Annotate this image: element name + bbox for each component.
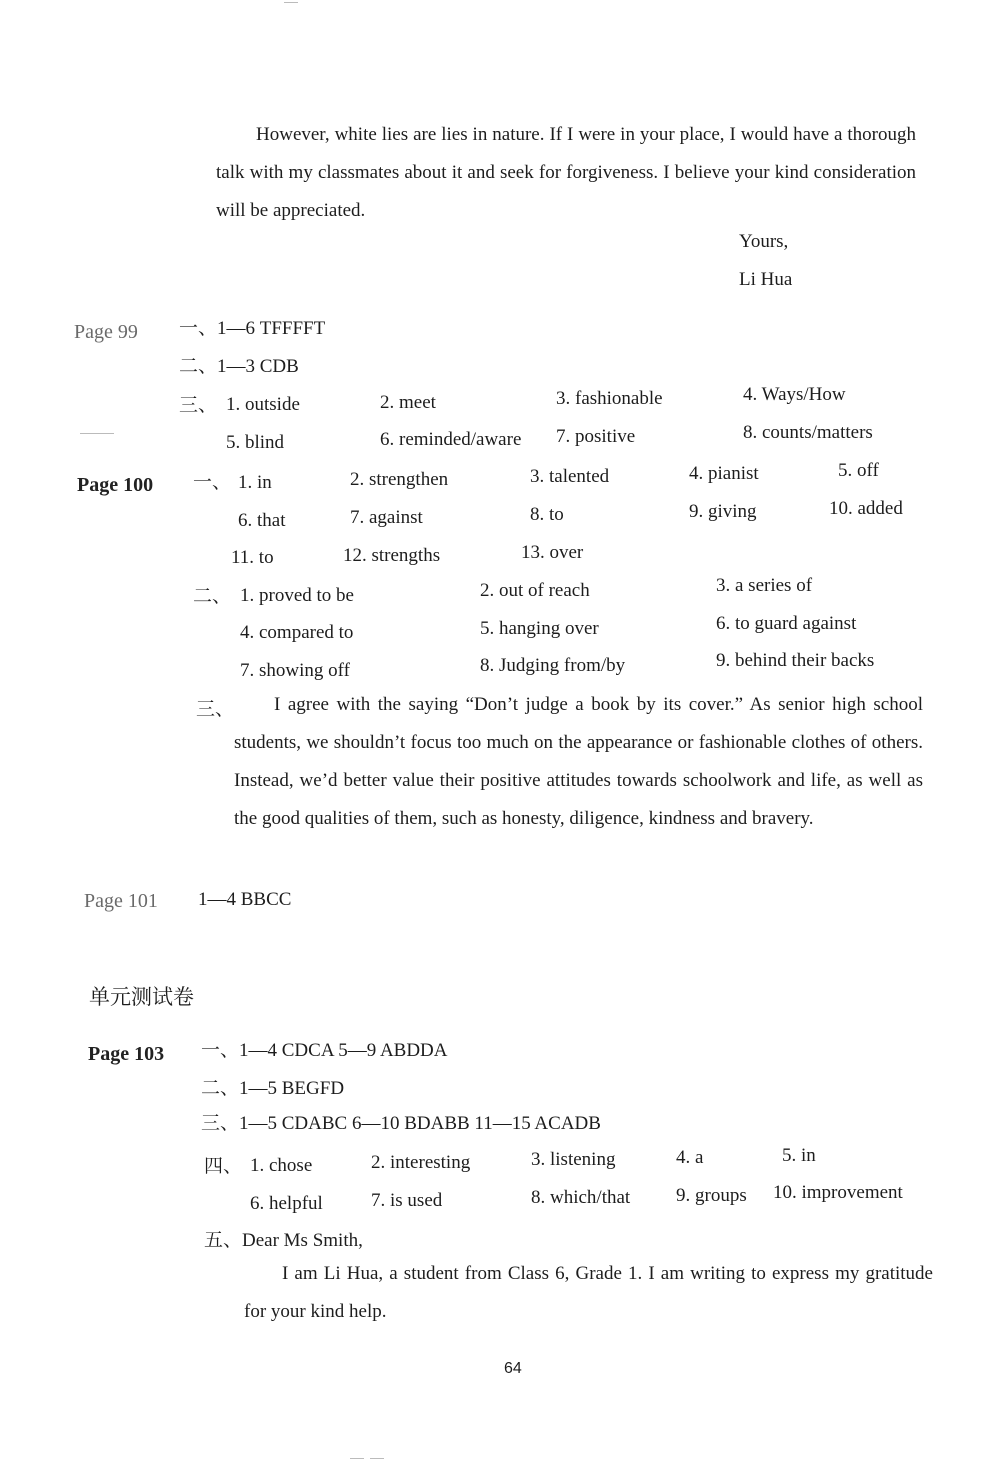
- letter-signature: Li Hua: [739, 269, 793, 290]
- answer-item: 4. compared to: [240, 622, 354, 643]
- page-99-part-3-marker: 三、: [179, 395, 218, 416]
- answer-item: 6. to guard against: [716, 613, 857, 634]
- page-100-part-2-marker: 二、: [193, 586, 232, 607]
- scan-mark: [350, 1458, 364, 1459]
- page-101-label: Page 101: [84, 890, 158, 912]
- answer-item: 7. is used: [371, 1190, 443, 1211]
- page-103-letter: I am Li Hua, a student from Class 6, Grade 1. I am writing to express my gratitude for your kind help.: [244, 1263, 933, 1322]
- answer-item: 8. to: [530, 504, 564, 525]
- answer-item: 8. which/that: [531, 1187, 631, 1208]
- answer-item: 9. behind their backs: [716, 650, 875, 671]
- letter-paragraph: However, white lies are lies in nature. If I were in your place, I would have a thorough talk with my classmates about it and seek for forgiveness. I believe your kind consideration will be appreciated.: [216, 124, 916, 221]
- page-103-label: Page 103: [88, 1043, 165, 1065]
- answer-item: 5. in: [782, 1145, 816, 1166]
- scan-mark: [370, 1458, 384, 1459]
- answer-item: 6. that: [238, 510, 286, 531]
- answer-item: 2. meet: [380, 392, 436, 413]
- answer-item: 3. talented: [530, 466, 610, 487]
- page-100-part-3-marker: 三、: [196, 699, 235, 720]
- answer-item: 3. listening: [531, 1149, 616, 1170]
- answer-item: 7. against: [350, 507, 423, 528]
- answer-item: 9. giving: [689, 501, 757, 522]
- answer-item: 3. fashionable: [556, 388, 663, 409]
- answer-item: 13. over: [521, 542, 584, 563]
- page-103-part-1: 一、1—4 CDCA 5—9 ABDDA: [201, 1040, 448, 1061]
- answer-item: 4. Ways/How: [743, 384, 846, 405]
- letter-closing: Yours,: [739, 231, 789, 252]
- answer-item: 1. outside: [226, 394, 300, 415]
- answer-item: 1. chose: [250, 1155, 313, 1176]
- page-103-part-2: 二、1—5 BEGFD: [201, 1078, 345, 1099]
- answer-item: 5. hanging over: [480, 618, 599, 639]
- answer-item: 7. positive: [556, 426, 636, 447]
- scan-mark: [80, 433, 114, 434]
- answer-item: 1. in: [238, 472, 272, 493]
- page-101-answer: 1—4 BBCC: [198, 889, 292, 910]
- page-number: 64: [504, 1360, 522, 1377]
- answer-item: 5. blind: [226, 432, 285, 453]
- page-103-part-5-salutation: 五、Dear Ms Smith,: [204, 1230, 363, 1251]
- answer-item: 6. reminded/aware: [380, 429, 522, 450]
- answer-item: 10. improvement: [773, 1182, 903, 1203]
- answer-item: 1. proved to be: [240, 585, 354, 606]
- answer-item: 9. groups: [676, 1185, 747, 1206]
- answer-item: 10. added: [829, 498, 903, 519]
- answer-item: 2. interesting: [371, 1152, 471, 1173]
- page-100-part-1-marker: 一、: [193, 472, 232, 493]
- page-100-label: Page 100: [77, 474, 154, 496]
- answer-item: 8. counts/matters: [743, 422, 873, 443]
- answer-item: 4. pianist: [689, 463, 759, 484]
- page-99-part-2: 二、1—3 CDB: [179, 356, 299, 377]
- answer-item: 3. a series of: [716, 575, 813, 596]
- page-99-part-1: 一、1—6 TFFFFT: [179, 318, 326, 339]
- answer-item: 2. strengthen: [350, 469, 449, 490]
- answer-item: 12. strengths: [343, 545, 441, 566]
- answer-item: 5. off: [838, 460, 879, 481]
- answer-item: 11. to: [231, 547, 274, 568]
- page-103-part-3: 三、1—5 CDABC 6—10 BDABB 11—15 ACADB: [201, 1113, 601, 1134]
- answer-item: 2. out of reach: [480, 580, 590, 601]
- scan-mark: [284, 2, 298, 3]
- answer-item: 7. showing off: [240, 660, 350, 681]
- answer-item: 4. a: [676, 1147, 704, 1168]
- page-103-part-4-marker: 四、: [204, 1156, 243, 1177]
- page-100-essay: I agree with the saying “Don’t judge a book by its cover.” As senior high school students, we shouldn’t focus too much on the appearance or fashionable clothes of others. Instead, we’d better value their positive attitudes towards schoolwork and life, as well as the good qualities of them, such as honesty, diligence, kindness and bravery.: [234, 694, 923, 829]
- answer-item: 8. Judging from/by: [480, 655, 626, 676]
- unit-test-heading: 单元测试卷: [89, 985, 194, 1009]
- answer-item: 6. helpful: [250, 1193, 323, 1214]
- page-99-label: Page 99: [74, 321, 138, 343]
